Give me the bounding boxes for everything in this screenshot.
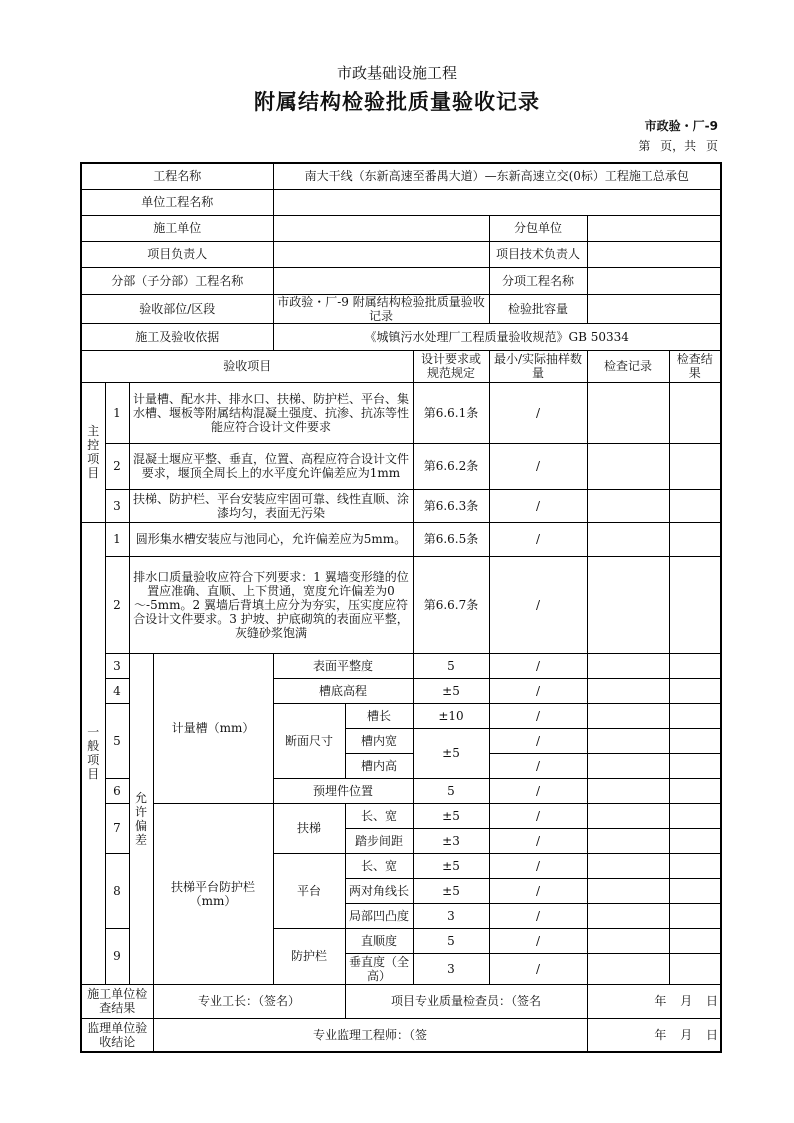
check-item: 长、宽 xyxy=(345,803,413,828)
record-cell[interactable] xyxy=(587,522,669,556)
sub-item-label: 分项工程名称 xyxy=(489,267,587,294)
record-cell[interactable] xyxy=(587,953,669,984)
row-number: 6 xyxy=(105,778,129,803)
check-item: 垂直度（全高） xyxy=(345,953,413,984)
col-record: 检查记录 xyxy=(587,350,669,382)
row-number: 1 xyxy=(105,382,129,443)
result-cell[interactable] xyxy=(669,803,721,828)
sample-value[interactable]: / xyxy=(489,778,587,803)
row-number: 7 xyxy=(105,803,129,853)
col-design: 设计要求或规范规定 xyxy=(413,350,489,382)
check-item: 直顺度 xyxy=(345,928,413,953)
row-number: 5 xyxy=(105,703,129,778)
unit-project-label: 单位工程名称 xyxy=(81,189,273,215)
sample-value[interactable]: / xyxy=(489,853,587,878)
record-cell[interactable] xyxy=(587,443,669,489)
check-item: 槽底高程 xyxy=(273,678,413,703)
record-cell[interactable] xyxy=(587,703,669,728)
acceptance-form xyxy=(80,162,722,1053)
result-cell[interactable] xyxy=(669,728,721,753)
subcontract-label: 分包单位 xyxy=(489,215,587,241)
row-number: 1 xyxy=(105,522,129,556)
general-label: 一般项目 xyxy=(81,522,105,984)
record-cell[interactable] xyxy=(587,753,669,778)
table-row xyxy=(81,803,721,828)
location-label: 验收部位/区段 xyxy=(81,294,273,323)
record-cell[interactable] xyxy=(587,853,669,878)
check-item: 槽内高 xyxy=(345,753,413,778)
result-cell[interactable] xyxy=(669,953,721,984)
tolerance-label: 允许偏差 xyxy=(129,653,153,984)
page-title: 附属结构检验批质量验收记录 xyxy=(254,90,540,114)
design-value: 3 xyxy=(413,953,489,984)
table-row xyxy=(81,522,721,556)
col-sample: 最小/实际抽样数量 xyxy=(489,350,587,382)
construction-date[interactable]: 年 月 日 xyxy=(587,984,721,1018)
result-cell[interactable] xyxy=(669,489,721,522)
supervision-date[interactable]: 年 月 日 xyxy=(587,1018,721,1052)
railing-label: 防护栏 xyxy=(273,928,345,984)
col-result: 检查结果 xyxy=(669,350,721,382)
col-item: 验收项目 xyxy=(81,350,413,382)
check-item: 预埋件位置 xyxy=(273,778,413,803)
sample-value[interactable]: / xyxy=(489,803,587,828)
sub-item-value[interactable] xyxy=(587,267,721,294)
table-row xyxy=(81,653,721,678)
row-number: 4 xyxy=(105,678,129,703)
meter-group-label: 计量槽（mm） xyxy=(153,653,273,803)
design-value: 5 xyxy=(413,778,489,803)
record-cell[interactable] xyxy=(587,556,669,653)
result-cell[interactable] xyxy=(669,443,721,489)
tech-manager-label: 项目技术负责人 xyxy=(489,241,587,267)
footer-supervision-row xyxy=(81,1018,721,1052)
sample-value[interactable]: / xyxy=(489,703,587,728)
item-text: 计量槽、配水井、排水口、扶梯、防护栏、平台、集水槽、堰板等附属结构混凝土强度、抗渗、抗冻等性能应符合设计文件要求 xyxy=(129,382,413,443)
row-number: 2 xyxy=(105,556,129,653)
design-value: 5 xyxy=(413,653,489,678)
subtitle: 市政基础设施工程 xyxy=(336,64,457,82)
design-value: 第6.6.7条 xyxy=(413,556,489,653)
row-number: 3 xyxy=(105,653,129,678)
project-name-label: 工程名称 xyxy=(81,163,273,189)
record-cell[interactable] xyxy=(587,903,669,928)
design-value: 5 xyxy=(413,928,489,953)
check-item: 表面平整度 xyxy=(273,653,413,678)
design-value: ±3 xyxy=(413,828,489,853)
result-cell[interactable] xyxy=(669,828,721,853)
check-item: 局部凹凸度 xyxy=(345,903,413,928)
record-cell[interactable] xyxy=(587,878,669,903)
check-item: 两对角线长 xyxy=(345,878,413,903)
item-text: 排水口质量验收应符合下列要求：1 翼墙变形缝的位置应准确、直顺、上下贯通，宽度允许偏差为0～-5mm。2 翼墙后背填土应分为夯实，压实度应符合设计文件要求。3 护坡、护底砌筑的表面应平整，灰缝砂浆饱满 xyxy=(129,556,413,653)
check-item: 槽内宽 xyxy=(345,728,413,753)
design-value: ±5 xyxy=(413,853,489,878)
record-cell[interactable] xyxy=(587,382,669,443)
record-cell[interactable] xyxy=(587,728,669,753)
design-value: ±5 xyxy=(413,803,489,828)
item-text: 圆形集水槽安装应与池同心，允许偏差应为5mm。 xyxy=(129,522,413,556)
ladder-label: 扶梯 xyxy=(273,803,345,853)
table-row xyxy=(81,556,721,653)
basis-label: 施工及验收依据 xyxy=(81,323,273,350)
sample-value[interactable]: / xyxy=(489,728,587,753)
sample-value[interactable]: / xyxy=(489,653,587,678)
sample-value[interactable]: / xyxy=(489,522,587,556)
check-item: 踏步间距 xyxy=(345,828,413,853)
column-header-row xyxy=(81,350,721,382)
check-item: 长、宽 xyxy=(345,853,413,878)
capacity-label: 检验批容量 xyxy=(489,294,587,323)
result-cell[interactable] xyxy=(669,853,721,878)
sample-value[interactable]: / xyxy=(489,556,587,653)
info-row-subdept xyxy=(81,267,721,294)
design-value: ±5 xyxy=(413,878,489,903)
result-cell[interactable] xyxy=(669,903,721,928)
foreman-sign[interactable]: 专业工长：（签名） xyxy=(153,984,345,1018)
ladder-group-label: 扶梯平台防护栏（mm） xyxy=(153,803,273,984)
result-cell[interactable] xyxy=(669,653,721,678)
record-cell[interactable] xyxy=(587,678,669,703)
result-cell[interactable] xyxy=(669,678,721,703)
info-row-unit xyxy=(81,189,721,215)
sample-value[interactable]: / xyxy=(489,878,587,903)
project-manager-value[interactable] xyxy=(273,241,489,267)
result-cell[interactable] xyxy=(669,556,721,653)
row-number: 8 xyxy=(105,853,129,928)
sample-value[interactable]: / xyxy=(489,953,587,984)
construction-unit-label: 施工单位 xyxy=(81,215,273,241)
sample-value[interactable]: / xyxy=(489,928,587,953)
record-cell[interactable] xyxy=(587,778,669,803)
design-value: ±5 xyxy=(413,728,489,778)
platform-label: 平台 xyxy=(273,853,345,928)
project-manager-label: 项目负责人 xyxy=(81,241,273,267)
supervision-result-label: 监理单位验收结论 xyxy=(81,1018,153,1052)
sample-value[interactable]: / xyxy=(489,489,587,522)
info-row-basis xyxy=(81,323,721,350)
result-cell[interactable] xyxy=(669,382,721,443)
sub-dept-value[interactable] xyxy=(273,267,489,294)
row-number: 3 xyxy=(105,489,129,522)
sample-value[interactable]: / xyxy=(489,753,587,778)
sample-value[interactable]: / xyxy=(489,443,587,489)
record-cell[interactable] xyxy=(587,489,669,522)
page-number-line: 第 页，共 页 xyxy=(638,139,718,153)
design-value: 第6.6.5条 xyxy=(413,522,489,556)
location-value[interactable]: 市政验・厂-9 附属结构检验批质量验收记录 xyxy=(273,294,489,323)
design-value: 第6.6.1条 xyxy=(413,382,489,443)
inspector-sign[interactable]: 项目专业质量检查员：（签名 xyxy=(345,984,587,1018)
sample-value[interactable]: / xyxy=(489,678,587,703)
design-value: ±5 xyxy=(413,678,489,703)
design-value: 第6.6.2条 xyxy=(413,443,489,489)
record-cell[interactable] xyxy=(587,803,669,828)
design-value: ±10 xyxy=(413,703,489,728)
construction-unit-value[interactable] xyxy=(273,215,489,241)
tech-manager-value[interactable] xyxy=(587,241,721,267)
row-number: 9 xyxy=(105,928,129,984)
record-cell[interactable] xyxy=(587,828,669,853)
row-number: 2 xyxy=(105,443,129,489)
project-name-value[interactable]: 南大干线（东新高速至番禺大道）—东新高速立交(0标）工程施工总承包 xyxy=(273,163,721,189)
result-cell[interactable] xyxy=(669,753,721,778)
sub-dept-label: 分部（子分部）工程名称 xyxy=(81,267,273,294)
subcontract-value[interactable] xyxy=(587,215,721,241)
info-row-construction xyxy=(81,215,721,241)
check-item: 槽长 xyxy=(345,703,413,728)
engineer-sign[interactable]: 专业监理工程师：（签 xyxy=(153,1018,587,1052)
construction-result-label: 施工单位检查结果 xyxy=(81,984,153,1018)
basis-value[interactable]: 《城镇污水处理厂工程质量验收规范》GB 50334 xyxy=(273,323,721,350)
info-row-manager xyxy=(81,241,721,267)
result-cell[interactable] xyxy=(669,928,721,953)
result-cell[interactable] xyxy=(669,522,721,556)
footer-construction-row xyxy=(81,984,721,1018)
table-row xyxy=(81,489,721,522)
sample-value[interactable]: / xyxy=(489,382,587,443)
form-code: 市政验・厂-9 xyxy=(644,119,718,133)
capacity-value[interactable] xyxy=(587,294,721,323)
design-value: 3 xyxy=(413,903,489,928)
table-row xyxy=(81,443,721,489)
main-control-label: 主控项目 xyxy=(81,382,105,522)
unit-project-value[interactable] xyxy=(273,189,721,215)
info-row-project xyxy=(81,163,721,189)
sample-value[interactable]: / xyxy=(489,903,587,928)
info-row-location xyxy=(81,294,721,323)
sample-value[interactable]: / xyxy=(489,828,587,853)
item-text: 混凝土堰应平整、垂直，位置、高程应符合设计文件要求，堰顶全周长上的水平度允许偏差应为1mm xyxy=(129,443,413,489)
design-value: 第6.6.3条 xyxy=(413,489,489,522)
result-cell[interactable] xyxy=(669,703,721,728)
table-row xyxy=(81,382,721,443)
section-label: 断面尺寸 xyxy=(273,703,345,778)
record-cell[interactable] xyxy=(587,928,669,953)
result-cell[interactable] xyxy=(669,778,721,803)
item-text: 扶梯、防护栏、平台安装应牢固可靠、线性直顺、涂漆均匀，表面无污染 xyxy=(129,489,413,522)
result-cell[interactable] xyxy=(669,878,721,903)
record-cell[interactable] xyxy=(587,653,669,678)
